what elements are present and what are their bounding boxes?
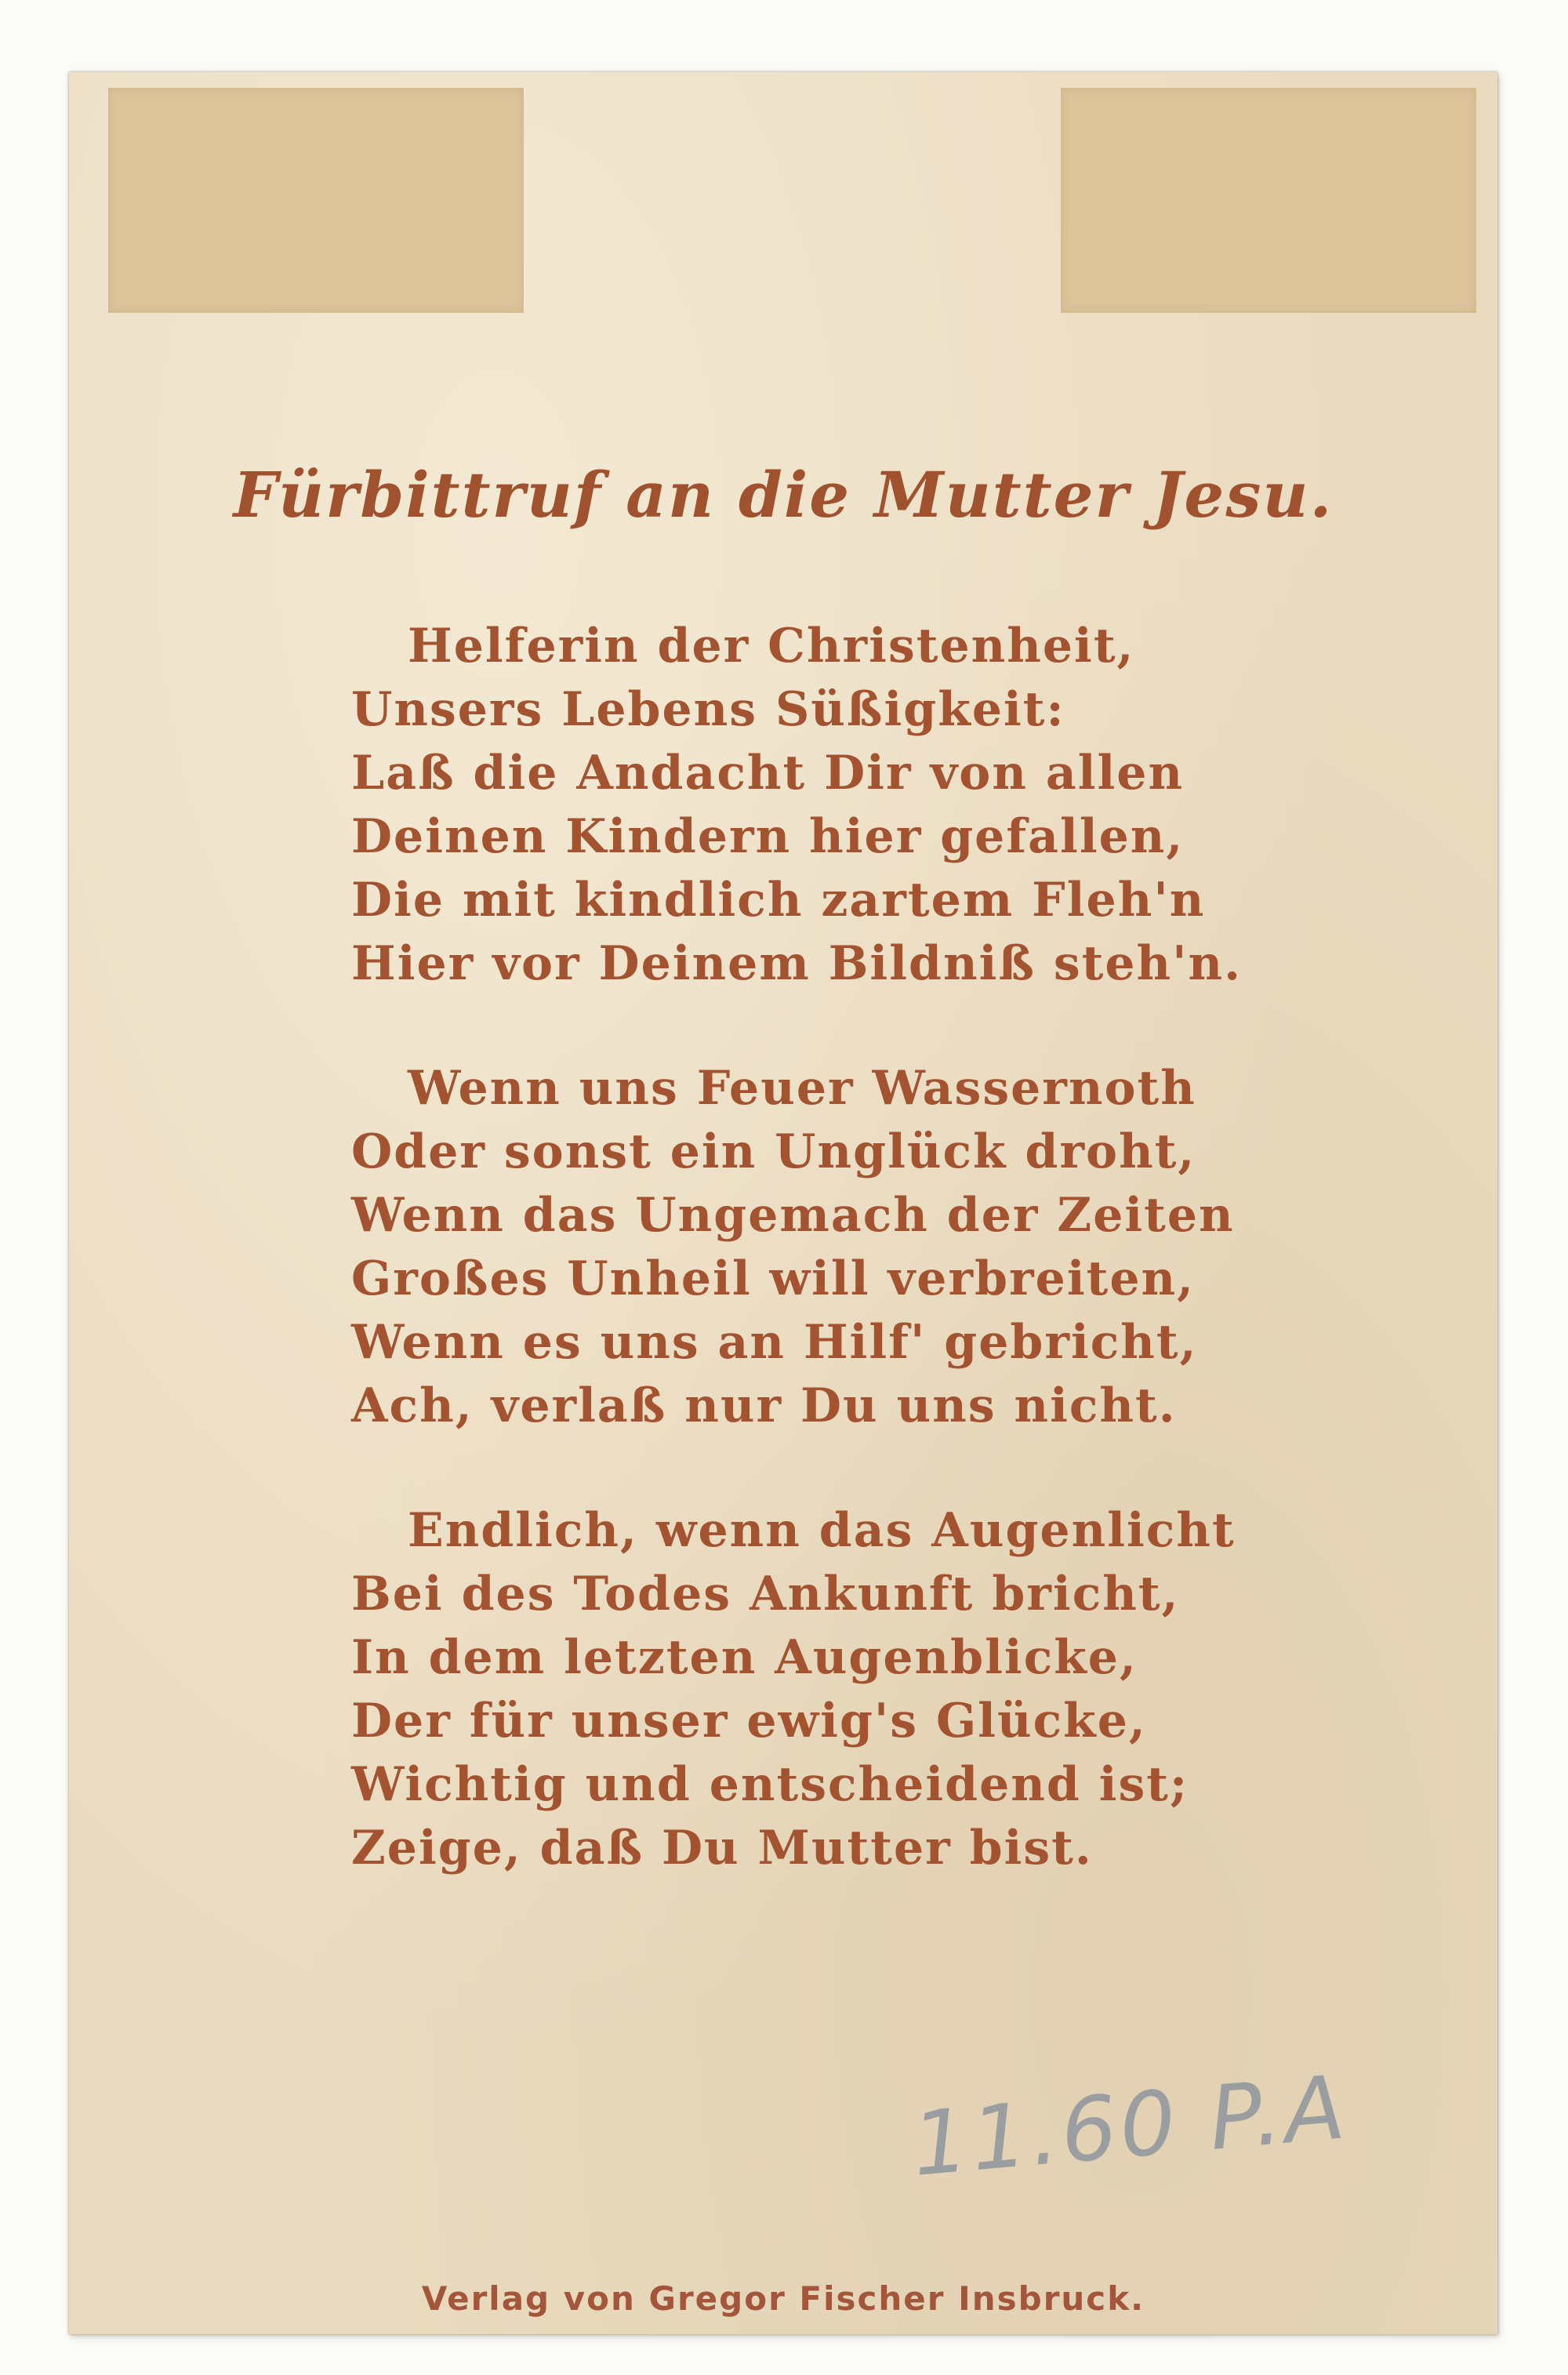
poem-line: In dem letzten Augenblicke,	[351, 1630, 1138, 1685]
poem-line: Die mit kindlich zartem Fleh'n	[351, 873, 1206, 928]
poem-line: Wenn uns Feuer Wassernoth	[408, 1061, 1196, 1116]
poem-line: Oder sonst ein Unglück droht,	[351, 1124, 1196, 1179]
poem-line: Wenn es uns an Hilf' gebricht,	[351, 1315, 1198, 1370]
poem	[351, 615, 1370, 1941]
poem-line: Hier vor Deinem Bildniß steh'n.	[351, 936, 1243, 991]
poem-line: Wichtig und entscheidend ist;	[351, 1757, 1189, 1812]
prayer-card	[69, 72, 1497, 2334]
poem-line: Großes Unheil will verbreiten,	[351, 1251, 1196, 1306]
card-title: Fürbittruf an die Mutter Jesu.	[233, 458, 1334, 532]
poem-line: Bei des Todes Ankunft bricht,	[351, 1567, 1180, 1621]
poem-line: Der für unser ewig's Glücke,	[351, 1694, 1147, 1749]
stanza-1	[351, 615, 1370, 996]
poem-line: Helferin der Christenheit,	[408, 619, 1135, 674]
poem-line: Deinen Kindern hier gefallen,	[351, 809, 1185, 864]
poem-line: Zeige, daß Du Mutter bist.	[351, 1821, 1093, 1876]
poem-line: Laß die Andacht Dir von allen	[351, 746, 1185, 801]
poem-line: Wenn das Ungemach der Zeiten	[351, 1188, 1235, 1243]
poem-line: Unsers Lebens Süßigkeit:	[351, 682, 1065, 737]
tape-strip-right	[1061, 88, 1476, 313]
tape-strip-left	[108, 88, 524, 313]
stanza-2	[351, 1057, 1370, 1438]
poem-line: Ach, verlaß nur Du uns nicht.	[351, 1378, 1177, 1433]
stanza-3	[351, 1499, 1370, 1880]
pencil-catalog-mark: 11.60 P.A	[908, 2056, 1352, 2197]
publisher-imprint: Verlag von Gregor Fischer Insbruck.	[421, 2279, 1145, 2318]
poem-line: Endlich, wenn das Augenlicht	[408, 1503, 1236, 1558]
